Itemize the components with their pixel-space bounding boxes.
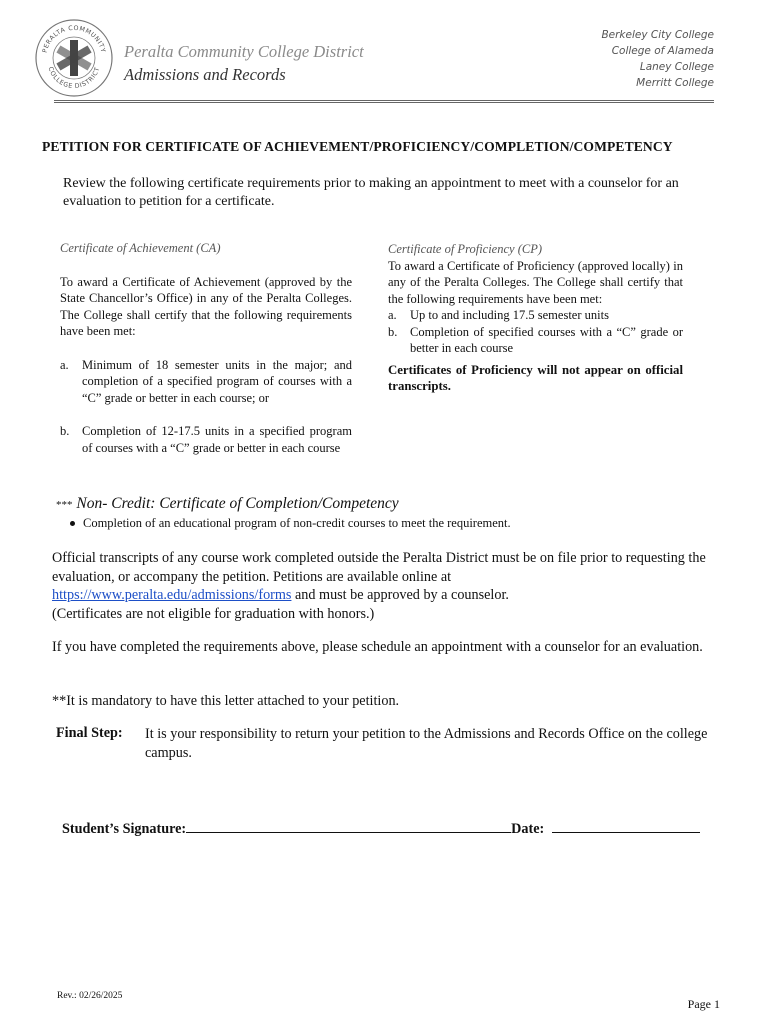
noncredit-heading xyxy=(56,495,399,513)
svg-text:PERALTA COMMUNITY: PERALTA COMMUNITY xyxy=(41,24,107,54)
final-step-label: Final Step: xyxy=(56,725,123,741)
list-marker: a. xyxy=(388,308,397,322)
date-field[interactable] xyxy=(552,818,700,833)
page-number: Page 1 xyxy=(687,997,720,1011)
proficiency-requirements xyxy=(388,307,683,357)
achievement-section xyxy=(60,240,352,456)
intro-paragraph: Review the following certificate requirements prior to making an appointment to meet with a counselor for an evaluation to petition for a certificate. xyxy=(63,176,679,209)
svg-text:COLLEGE DISTRICT: COLLEGE DISTRICT xyxy=(46,66,102,91)
achievement-heading: Certificate of Achievement (CA) xyxy=(60,241,221,255)
final-step-text: It is your responsibility to return your petition to the Admissions and Records Office on the college campus. xyxy=(145,726,708,761)
college-list xyxy=(601,27,714,91)
honors-note: (Certificates are not eligible for graduation with honors.) xyxy=(52,605,375,622)
noncredit-title: Non- Credit: Certificate of Completion/Competency xyxy=(76,495,399,512)
noncredit-bullet-text: Completion of an educational program of non-credit courses to meet the requirement. xyxy=(83,516,511,530)
header-divider xyxy=(54,100,714,103)
signature-row xyxy=(62,818,700,838)
district-name: Peralta Community College District xyxy=(124,42,364,61)
list-item xyxy=(388,324,683,357)
revision-date: Rev.: 02/26/2025 xyxy=(57,991,123,1001)
department-name: Admissions and Records xyxy=(124,65,286,84)
forms-link[interactable]: https://www.peralta.edu/admissions/forms xyxy=(52,587,292,603)
list-marker: b. xyxy=(388,324,398,339)
mandatory-note: **It is mandatory to have this letter attached to your petition. xyxy=(52,693,400,709)
proficiency-heading: Certificate of Proficiency (CP) xyxy=(388,242,543,256)
list-item xyxy=(60,423,352,456)
signature-label: Student’s Signature: xyxy=(62,821,187,837)
achievement-description: To award a Certificate of Achievement (approved by the State Chancellor’s Office) in any of the Peralta Colleges. The College shall certify that the following requirements have been met: xyxy=(60,274,352,338)
noncredit-stars: *** xyxy=(56,499,73,511)
peralta-district-seal-logo xyxy=(34,18,114,98)
noncredit-bullet xyxy=(70,516,511,531)
proficiency-transcript-note: Certificates of Proficiency will not appear on official transcripts. xyxy=(388,362,683,393)
signature-field[interactable] xyxy=(186,818,511,833)
list-item xyxy=(60,357,352,407)
list-item-text: Completion of specified courses with a “C” grade or better in each course xyxy=(410,324,683,355)
proficiency-section xyxy=(388,241,683,395)
transcripts-paragraph xyxy=(52,549,732,623)
proficiency-description: To award a Certificate of Proficiency (approved locally) in any of the Peralta Colleges. The College shall certify that the following requirements have been met: xyxy=(388,258,683,306)
college-name: Laney College xyxy=(639,61,714,73)
transcripts-text: Official transcripts of any course work completed outside the Peralta District must be on file prior to requesting the evaluation, or accompany the petition. Petitions are available online at xyxy=(52,550,706,585)
college-name: Merritt College xyxy=(636,77,714,89)
list-item xyxy=(388,307,683,324)
achievement-requirements xyxy=(60,357,352,457)
college-name: College of Alameda xyxy=(611,45,714,57)
document-title: PETITION FOR CERTIFICATE OF ACHIEVEMENT/PROFICIENCY/COMPLETION/COMPETENCY xyxy=(42,139,673,154)
date-label: Date: xyxy=(511,821,545,837)
list-item-text: Minimum of 18 semester units in the major; and completion of a specified program of courses with a “C” grade or better in each course; or xyxy=(82,357,352,405)
list-marker: a. xyxy=(60,357,69,372)
college-name: Berkeley City College xyxy=(601,29,714,41)
transcripts-text-after: and must be approved by a counselor. xyxy=(291,587,509,603)
bullet-icon xyxy=(70,521,75,526)
list-marker: b. xyxy=(60,424,70,438)
schedule-paragraph: If you have completed the requirements above, please schedule an appointment with a counselor for an evaluation. xyxy=(52,639,703,655)
list-item-text: Up to and including 17.5 semester units xyxy=(410,308,609,322)
list-item-text: Completion of 12-17.5 units in a specified program of courses with a “C” grade or better in each course xyxy=(82,424,352,455)
